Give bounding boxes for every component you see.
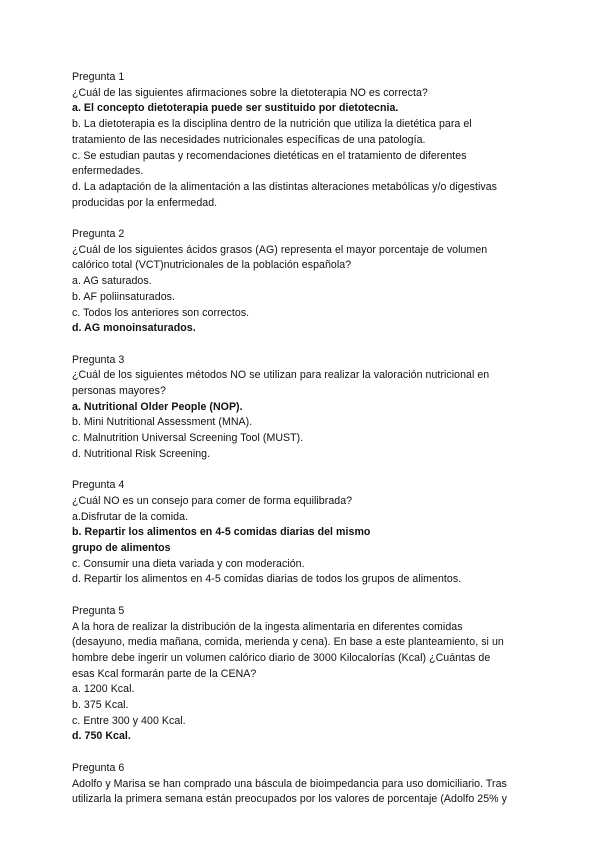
answer-option: a.Disfrutar de la comida.: [72, 510, 189, 523]
document-page: [72, 70, 532, 824]
question-stem-line: utilizarla la primera semana están preocupados por los valores de porcentaje (Adolfo 25% y: [72, 793, 507, 806]
question-block: [72, 604, 532, 745]
answer-option: c. Malnutrition Universal Screening Tool (MUST).: [72, 432, 304, 445]
answer-option-correct: a. Nutritional Older People (NOP).: [72, 400, 243, 413]
answer-option: b. 375 Kcal.: [72, 699, 129, 712]
answer-option-correct: d. AG monoinsaturados.: [72, 322, 196, 335]
question-heading: Pregunta 5: [72, 604, 125, 617]
question-stem-line: personas mayores?: [72, 385, 166, 398]
question-stem-line: ¿Cuál de los siguientes ácidos grasos (AG) representa el mayor porcentaje de volumen: [72, 243, 488, 256]
question-stem-line: hombre debe ingerir un volumen calórico diario de 3000 Kilocalorías (Kcal) ¿Cuántas de: [72, 651, 491, 664]
question-heading: Pregunta 1: [72, 71, 125, 83]
answer-option-correct: d. 750 Kcal.: [72, 730, 131, 743]
question-stem-line: ¿Cuál NO es un consejo para comer de forma equilibrada?: [72, 494, 353, 507]
answer-option: d. Repartir los alimentos en 4-5 comidas diarias de todos los grupos de alimentos.: [72, 573, 462, 586]
answer-option: b. La dietoterapia es la disciplina dentro de la nutrición que utiliza la dietética para el: [72, 118, 472, 131]
answer-option-correct: b. Repartir los alimentos en 4-5 comidas diarias del mismo: [72, 526, 371, 539]
question-block: [72, 353, 532, 463]
answer-option: c. Consumir una dieta variada y con moderación.: [72, 557, 305, 570]
answer-option: enfermedades.: [72, 165, 144, 178]
question-stem-line: Adolfo y Marisa se han comprado una báscula de bioimpedancia para uso domiciliario. Tras: [72, 777, 507, 790]
answer-option-correct: a. El concepto dietoterapia puede ser sustituido por dietotecnia.: [72, 102, 399, 115]
answer-option: d. La adaptación de la alimentación a las distintas alteraciones metabólicas y/o digestivas: [72, 180, 498, 193]
question-heading: Pregunta 4: [72, 479, 125, 492]
answer-option: c. Entre 300 y 400 Kcal.: [72, 714, 186, 727]
question-stem-line: A la hora de realizar la distribución de la ingesta alimentaria en diferentes comidas: [72, 620, 463, 633]
answer-option: c. Todos los anteriores son correctos.: [72, 306, 250, 319]
question-block: [72, 70, 532, 211]
answer-option: tratamiento de las necesidades nutricionales específicas de una patología.: [72, 133, 426, 146]
question-stem-line: ¿Cuál de las siguientes afirmaciones sobre la dietoterapia NO es correcta?: [72, 86, 428, 99]
answer-option: b. Mini Nutritional Assessment (MNA).: [72, 416, 253, 429]
answer-option: b. AF poliinsaturados.: [72, 290, 175, 303]
answer-option: d. Nutritional Risk Screening.: [72, 447, 211, 460]
question-stem-line: esas Kcal formarán parte de la CENA?: [72, 667, 257, 680]
question-heading: Pregunta 3: [72, 353, 125, 366]
answer-option: a. 1200 Kcal.: [72, 683, 135, 696]
answer-option: producidas por la enfermedad.: [72, 196, 218, 209]
question-stem-line: ¿Cuál de los siguientes métodos NO se utilizan para realizar la valoración nutricional en: [72, 369, 490, 382]
question-block: [72, 478, 532, 588]
question-block: [72, 227, 532, 337]
question-stem-line: calórico total (VCT)nutricionales de la población española?: [72, 259, 352, 272]
question-block: [72, 761, 532, 808]
answer-option-correct: grupo de alimentos: [72, 542, 171, 555]
question-stem-line: (desayuno, media mañana, comida, merienda y cena). En base a este planteamiento, si un: [72, 636, 504, 649]
question-heading: Pregunta 6: [72, 761, 125, 774]
answer-option: a. AG saturados.: [72, 275, 152, 288]
answer-option: c. Se estudian pautas y recomendaciones dietéticas en el tratamiento de diferentes: [72, 149, 467, 162]
question-heading: Pregunta 2: [72, 228, 125, 241]
